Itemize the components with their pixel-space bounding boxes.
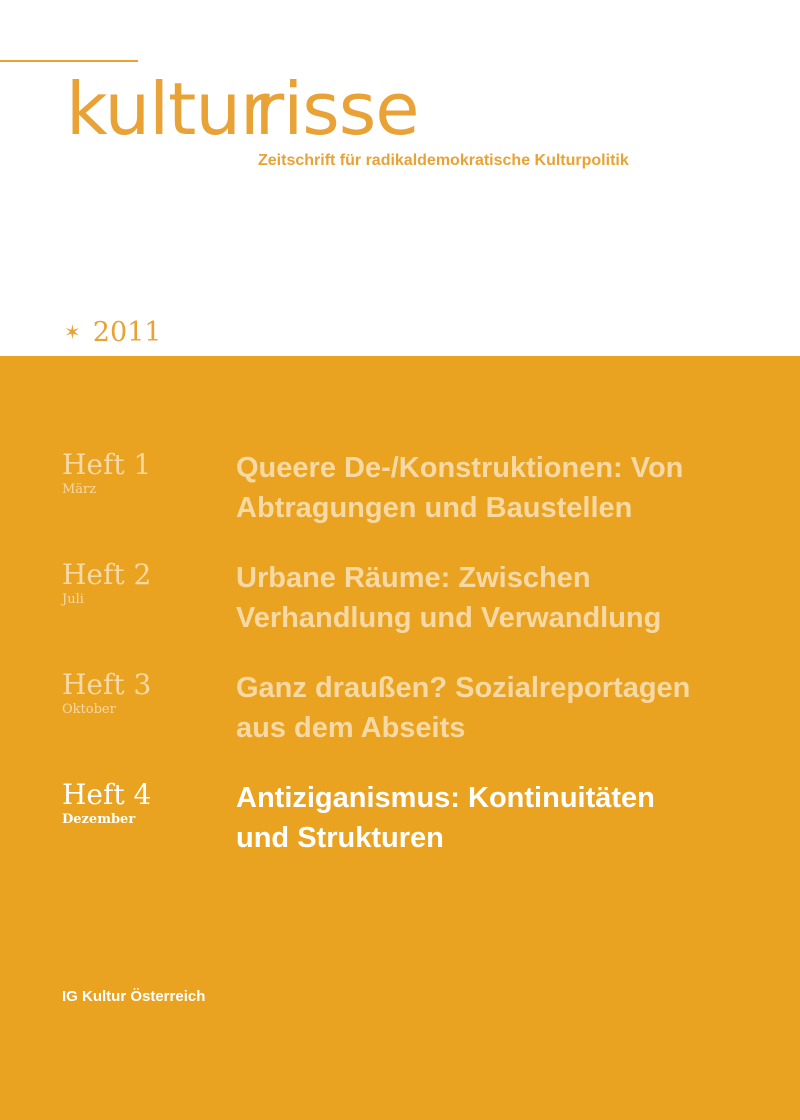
issue-month: Oktober [62, 702, 116, 717]
issue-title-line: Ganz draußen? Sozialreportagen [236, 672, 691, 704]
issue-title [236, 448, 792, 528]
year-label: 2011 [92, 316, 162, 348]
issue-title-line: Abtragungen und Baustellen [236, 492, 633, 524]
logo-part-risse: risse [254, 67, 419, 151]
year-row [64, 316, 161, 348]
issue-month: Juli [62, 592, 84, 607]
issue-title [236, 778, 792, 858]
logo-part-kultur: kultur [66, 67, 269, 151]
issue-title-line: Verhandlung und Verwandlung [236, 602, 662, 634]
issue-title-line: Queere De-/Konstruktionen: Von [236, 452, 684, 484]
logo [66, 64, 419, 154]
issue-title [236, 558, 792, 638]
issue-month: März [62, 482, 97, 497]
asterisk-icon: ✶ [64, 320, 81, 344]
issue-title-line: Antiziganismus: Kontinuitäten [236, 782, 655, 814]
issue-title-line: aus dem Abseits [236, 712, 466, 744]
issue-month: Dezember [62, 812, 136, 827]
publisher-name: IG Kultur Österreich [62, 988, 206, 1005]
masthead-area [0, 0, 800, 356]
issue-number: Heft 2 [62, 558, 152, 591]
magazine-subtitle: Zeitschrift für radikaldemokratische Kulturpolitik [258, 152, 629, 169]
issue-title-line: Urbane Räume: Zwischen [236, 562, 591, 594]
issue-number: Heft 3 [62, 668, 152, 701]
issue-title [236, 668, 792, 748]
issue-number: Heft 1 [62, 448, 152, 481]
issue-title-line: und Strukturen [236, 822, 444, 854]
top-rule [0, 60, 138, 62]
issue-number: Heft 4 [62, 778, 152, 811]
